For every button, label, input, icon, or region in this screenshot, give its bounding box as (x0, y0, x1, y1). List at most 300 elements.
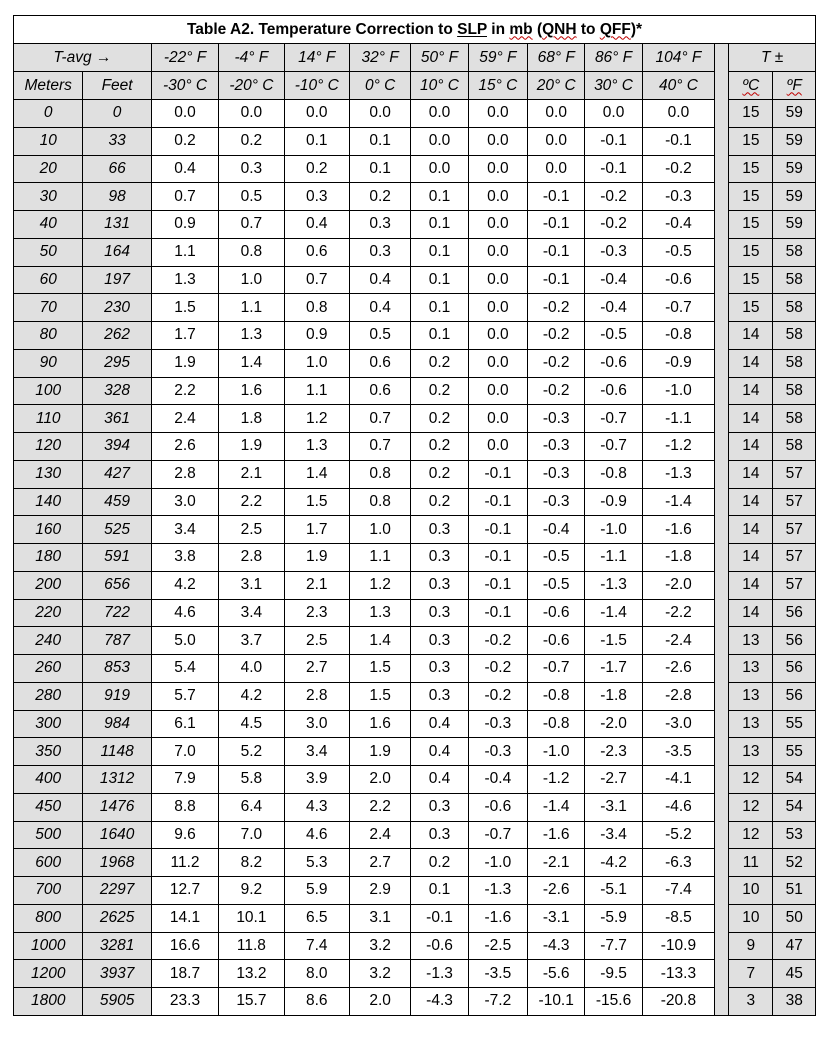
meters-cell: 120 (14, 433, 83, 461)
correction-cell: 0.1 (411, 238, 468, 266)
table-row (14, 155, 816, 183)
std-temp-f-cell: 58 (773, 266, 816, 294)
correction-cell: 0.3 (284, 183, 349, 211)
meters-cell: 10 (14, 127, 83, 155)
std-temp-f-cell: 58 (773, 349, 816, 377)
std-temp-c-cell: 14 (729, 516, 773, 544)
correction-cell: 14.1 (151, 904, 218, 932)
correction-cell: 6.1 (151, 710, 218, 738)
std-temp-f-cell: 54 (773, 793, 816, 821)
std-temp-c-cell: 12 (729, 766, 773, 794)
correction-cell: -0.8 (528, 682, 585, 710)
correction-cell: 0.3 (411, 544, 468, 572)
correction-cell: 1.0 (349, 516, 410, 544)
correction-cell: 0.0 (468, 377, 527, 405)
correction-cell: -1.0 (585, 516, 642, 544)
unit-f-header: ºF (773, 72, 816, 100)
table-row (14, 793, 816, 821)
correction-cell: -0.4 (468, 766, 527, 794)
correction-cell: -1.0 (468, 849, 527, 877)
std-temp-f-cell: 57 (773, 544, 816, 572)
correction-cell: 3.0 (151, 488, 218, 516)
correction-cell: 15.7 (219, 988, 284, 1016)
tavg-header: T-avg → (14, 44, 152, 72)
correction-cell: 1.0 (219, 266, 284, 294)
correction-cell: -0.7 (468, 821, 527, 849)
table-row (14, 877, 816, 905)
correction-cell: -0.5 (585, 322, 642, 350)
table-row (14, 988, 816, 1016)
std-temp-c-cell: 10 (729, 904, 773, 932)
meters-cell: 200 (14, 571, 83, 599)
correction-cell: 1.1 (284, 377, 349, 405)
table-row (14, 488, 816, 516)
std-temp-c-cell: 15 (729, 100, 773, 128)
feet-cell: 3281 (83, 932, 151, 960)
feet-cell: 591 (83, 544, 151, 572)
correction-cell: -0.1 (411, 904, 468, 932)
correction-cell: -1.0 (528, 738, 585, 766)
correction-cell: -0.3 (528, 460, 585, 488)
std-temp-c-cell: 3 (729, 988, 773, 1016)
meters-cell: 220 (14, 599, 83, 627)
correction-cell: 0.4 (411, 710, 468, 738)
correction-cell: 1.3 (219, 322, 284, 350)
feet-cell: 230 (83, 294, 151, 322)
correction-cell: -0.2 (528, 377, 585, 405)
meters-cell: 100 (14, 377, 83, 405)
correction-cell: 7.9 (151, 766, 218, 794)
feet-cell: 131 (83, 211, 151, 239)
correction-cell: 23.3 (151, 988, 218, 1016)
table-row (14, 294, 816, 322)
correction-cell: 0.0 (284, 100, 349, 128)
correction-cell: -2.7 (585, 766, 642, 794)
correction-cell: -3.0 (642, 710, 714, 738)
correction-cell: 0.4 (411, 766, 468, 794)
correction-cell: -0.8 (528, 710, 585, 738)
std-temp-c-cell: 14 (729, 405, 773, 433)
correction-cell: 2.3 (284, 599, 349, 627)
correction-cell: -9.5 (585, 960, 642, 988)
correction-cell: -1.5 (585, 627, 642, 655)
correction-cell: -0.8 (642, 322, 714, 350)
correction-cell: 0.3 (349, 211, 410, 239)
correction-cell: -0.5 (642, 238, 714, 266)
correction-cell: -0.3 (642, 183, 714, 211)
correction-cell: -0.5 (528, 571, 585, 599)
std-temp-c-cell: 14 (729, 349, 773, 377)
table-row (14, 516, 816, 544)
correction-cell: -0.7 (585, 433, 642, 461)
feet-cell: 328 (83, 377, 151, 405)
correction-cell: 8.2 (219, 849, 284, 877)
correction-cell: 1.9 (284, 544, 349, 572)
correction-cell: -3.1 (528, 904, 585, 932)
table-row (14, 599, 816, 627)
correction-cell: -4.6 (642, 793, 714, 821)
correction-cell: -2.8 (642, 682, 714, 710)
std-temp-c-cell: 14 (729, 571, 773, 599)
correction-cell: -2.0 (642, 571, 714, 599)
correction-cell: -2.6 (642, 655, 714, 683)
feet-cell: 656 (83, 571, 151, 599)
std-temp-f-cell: 57 (773, 571, 816, 599)
correction-cell: -1.3 (585, 571, 642, 599)
meters-cell: 260 (14, 655, 83, 683)
correction-cell: -5.1 (585, 877, 642, 905)
correction-cell: 2.8 (151, 460, 218, 488)
correction-cell: -0.9 (642, 349, 714, 377)
feet-cell: 394 (83, 433, 151, 461)
correction-cell: 0.1 (411, 877, 468, 905)
std-temp-f-cell: 45 (773, 960, 816, 988)
correction-cell: 1.2 (349, 571, 410, 599)
meters-cell: 400 (14, 766, 83, 794)
table-row (14, 655, 816, 683)
std-temp-c-cell: 14 (729, 377, 773, 405)
correction-cell: 0.2 (349, 183, 410, 211)
table-row (14, 682, 816, 710)
correction-cell: -1.6 (642, 516, 714, 544)
meters-cell: 280 (14, 682, 83, 710)
std-temp-c-cell: 14 (729, 599, 773, 627)
meters-cell: 1000 (14, 932, 83, 960)
correction-cell: -0.6 (468, 793, 527, 821)
correction-cell: -5.6 (528, 960, 585, 988)
correction-cell: -8.5 (642, 904, 714, 932)
correction-cell: 5.2 (219, 738, 284, 766)
correction-cell: 0.3 (411, 516, 468, 544)
correction-cell: -2.6 (528, 877, 585, 905)
correction-cell: 7.0 (151, 738, 218, 766)
correction-cell: 7.4 (284, 932, 349, 960)
correction-cell: 9.6 (151, 821, 218, 849)
temperature-correction-table (13, 15, 816, 1016)
correction-cell: 0.8 (349, 488, 410, 516)
correction-cell: -4.3 (528, 932, 585, 960)
table-row (14, 849, 816, 877)
meters-cell: 160 (14, 516, 83, 544)
correction-cell: 2.2 (349, 793, 410, 821)
table-row (14, 377, 816, 405)
std-temp-c-cell: 15 (729, 211, 773, 239)
correction-cell: -1.3 (411, 960, 468, 988)
std-temp-c-cell: 12 (729, 793, 773, 821)
correction-cell: 0.2 (151, 127, 218, 155)
correction-cell: -0.1 (528, 211, 585, 239)
correction-cell: 1.7 (151, 322, 218, 350)
correction-cell: 2.8 (284, 682, 349, 710)
table-row (14, 405, 816, 433)
correction-cell: 0.0 (528, 127, 585, 155)
meters-cell: 50 (14, 238, 83, 266)
correction-cell: 3.8 (151, 544, 218, 572)
correction-cell: -3.4 (585, 821, 642, 849)
std-temp-c-cell: 13 (729, 738, 773, 766)
correction-cell: 11.8 (219, 932, 284, 960)
correction-cell: 0.5 (349, 322, 410, 350)
correction-cell: -0.2 (468, 682, 527, 710)
correction-cell: 5.4 (151, 655, 218, 683)
feet-cell: 1476 (83, 793, 151, 821)
correction-cell: -0.4 (642, 211, 714, 239)
correction-cell: -0.1 (528, 266, 585, 294)
feet-cell: 525 (83, 516, 151, 544)
correction-cell: 0.2 (411, 433, 468, 461)
correction-cell: -0.7 (585, 405, 642, 433)
correction-cell: 2.5 (284, 627, 349, 655)
correction-cell: 1.2 (284, 405, 349, 433)
correction-cell: 4.2 (219, 682, 284, 710)
std-temp-f-cell: 38 (773, 988, 816, 1016)
table-row (14, 932, 816, 960)
correction-cell: 1.3 (284, 433, 349, 461)
meters-cell: 1200 (14, 960, 83, 988)
std-temp-f-cell: 58 (773, 377, 816, 405)
correction-cell: 0.0 (468, 127, 527, 155)
std-temp-c-cell: 15 (729, 127, 773, 155)
meters-cell: 700 (14, 877, 83, 905)
correction-cell: -1.2 (642, 433, 714, 461)
meters-cell: 140 (14, 488, 83, 516)
correction-cell: -2.0 (585, 710, 642, 738)
correction-cell: -0.9 (585, 488, 642, 516)
correction-cell: 0.4 (284, 211, 349, 239)
correction-cell: 0.0 (468, 155, 527, 183)
std-temp-f-cell: 58 (773, 433, 816, 461)
correction-cell: -0.4 (585, 294, 642, 322)
correction-cell: 0.0 (411, 100, 468, 128)
correction-cell: -0.1 (585, 155, 642, 183)
table-row (14, 349, 816, 377)
correction-cell: -0.2 (468, 627, 527, 655)
correction-cell: -0.2 (528, 322, 585, 350)
std-temp-f-cell: 54 (773, 766, 816, 794)
correction-cell: 0.2 (411, 405, 468, 433)
correction-cell: -1.6 (468, 904, 527, 932)
correction-cell: 0.2 (284, 155, 349, 183)
correction-cell: 0.3 (411, 599, 468, 627)
feet-cell: 361 (83, 405, 151, 433)
std-temp-c-cell: 13 (729, 655, 773, 683)
correction-cell: -4.3 (411, 988, 468, 1016)
correction-cell: 1.3 (349, 599, 410, 627)
correction-cell: 8.0 (284, 960, 349, 988)
temp-c-header: -20° C (219, 72, 284, 100)
correction-cell: -1.1 (585, 544, 642, 572)
feet-cell: 427 (83, 460, 151, 488)
correction-cell: -0.1 (585, 127, 642, 155)
table-row (14, 183, 816, 211)
correction-cell: -20.8 (642, 988, 714, 1016)
std-temp-c-cell: 13 (729, 627, 773, 655)
meters-cell: 90 (14, 349, 83, 377)
feet-cell: 197 (83, 266, 151, 294)
correction-cell: -0.1 (468, 488, 527, 516)
correction-cell: 0.8 (349, 460, 410, 488)
correction-cell: 13.2 (219, 960, 284, 988)
std-temp-f-cell: 55 (773, 738, 816, 766)
correction-cell: 1.4 (284, 460, 349, 488)
correction-cell: 0.9 (284, 322, 349, 350)
std-temp-c-cell: 11 (729, 849, 773, 877)
correction-cell: 0.7 (349, 433, 410, 461)
meters-cell: 80 (14, 322, 83, 350)
correction-cell: -0.1 (642, 127, 714, 155)
table-row (14, 571, 816, 599)
feet-cell: 2297 (83, 877, 151, 905)
temp-c-header: -30° C (151, 72, 218, 100)
correction-cell: 1.1 (219, 294, 284, 322)
correction-cell: -0.2 (528, 294, 585, 322)
correction-cell: 2.1 (284, 571, 349, 599)
correction-cell: 0.8 (219, 238, 284, 266)
std-temp-c-cell: 14 (729, 460, 773, 488)
feet-cell: 164 (83, 238, 151, 266)
meters-cell: 300 (14, 710, 83, 738)
t-plusminus-header: T ± (729, 44, 816, 72)
table-row (14, 710, 816, 738)
feet-cell: 459 (83, 488, 151, 516)
std-temp-c-cell: 15 (729, 183, 773, 211)
feet-cell: 1312 (83, 766, 151, 794)
correction-cell: 5.3 (284, 849, 349, 877)
meters-cell: 130 (14, 460, 83, 488)
correction-cell: -4.2 (585, 849, 642, 877)
std-temp-f-cell: 53 (773, 821, 816, 849)
correction-cell: 0.2 (411, 460, 468, 488)
correction-cell: 0.1 (284, 127, 349, 155)
correction-cell: -2.1 (528, 849, 585, 877)
correction-cell: 0.0 (468, 322, 527, 350)
correction-cell: -0.1 (468, 460, 527, 488)
correction-cell: -1.2 (528, 766, 585, 794)
correction-cell: -13.3 (642, 960, 714, 988)
meters-cell: 450 (14, 793, 83, 821)
correction-cell: -0.7 (528, 655, 585, 683)
correction-cell: 2.4 (349, 821, 410, 849)
correction-cell: 0.0 (468, 405, 527, 433)
table-row (14, 211, 816, 239)
correction-cell: 0.4 (349, 266, 410, 294)
table-row (14, 960, 816, 988)
std-temp-c-cell: 15 (729, 155, 773, 183)
correction-cell: 8.8 (151, 793, 218, 821)
correction-cell: -7.7 (585, 932, 642, 960)
correction-cell: -0.1 (528, 183, 585, 211)
correction-cell: 1.5 (349, 682, 410, 710)
table-row (14, 100, 816, 128)
correction-cell: 3.4 (219, 599, 284, 627)
correction-cell: 0.0 (411, 155, 468, 183)
feet-header: Feet (83, 72, 151, 100)
correction-cell: 2.5 (219, 516, 284, 544)
correction-cell: -3.5 (642, 738, 714, 766)
temp-f-header: -22° F (151, 44, 218, 72)
correction-cell: 0.6 (349, 349, 410, 377)
table-row (14, 238, 816, 266)
correction-cell: 0.1 (411, 294, 468, 322)
correction-cell: 2.0 (349, 988, 410, 1016)
correction-cell: 0.2 (411, 377, 468, 405)
correction-cell: 2.7 (349, 849, 410, 877)
correction-cell: 4.3 (284, 793, 349, 821)
temp-f-header: 32° F (349, 44, 410, 72)
feet-cell: 919 (83, 682, 151, 710)
correction-cell: 0.1 (349, 155, 410, 183)
feet-cell: 1968 (83, 849, 151, 877)
correction-cell: 0.4 (411, 738, 468, 766)
correction-cell: -2.2 (642, 599, 714, 627)
correction-cell: -1.6 (528, 821, 585, 849)
correction-cell: 6.5 (284, 904, 349, 932)
correction-cell: 0.3 (411, 571, 468, 599)
correction-cell: 0.0 (528, 155, 585, 183)
feet-cell: 984 (83, 710, 151, 738)
correction-cell: -0.2 (468, 655, 527, 683)
temp-f-header: 86° F (585, 44, 642, 72)
std-temp-f-cell: 55 (773, 710, 816, 738)
correction-cell: -0.1 (528, 238, 585, 266)
correction-cell: 0.2 (411, 849, 468, 877)
correction-cell: 2.7 (284, 655, 349, 683)
correction-cell: -0.2 (642, 155, 714, 183)
correction-cell: 7.0 (219, 821, 284, 849)
meters-cell: 110 (14, 405, 83, 433)
std-temp-c-cell: 14 (729, 544, 773, 572)
correction-cell: 1.3 (151, 266, 218, 294)
std-temp-f-cell: 56 (773, 627, 816, 655)
meters-header: Meters (14, 72, 83, 100)
temp-c-header: 40° C (642, 72, 714, 100)
correction-cell: -0.6 (585, 349, 642, 377)
correction-cell: 2.1 (219, 460, 284, 488)
correction-cell: -1.0 (642, 377, 714, 405)
correction-cell: 1.4 (219, 349, 284, 377)
std-temp-c-cell: 14 (729, 488, 773, 516)
correction-cell: 2.6 (151, 433, 218, 461)
std-temp-c-cell: 14 (729, 433, 773, 461)
correction-cell: -0.1 (468, 544, 527, 572)
meters-cell: 20 (14, 155, 83, 183)
std-temp-f-cell: 56 (773, 655, 816, 683)
std-temp-f-cell: 51 (773, 877, 816, 905)
temp-c-header: 15° C (468, 72, 527, 100)
correction-cell: 0.3 (411, 655, 468, 683)
correction-cell: 0.3 (411, 627, 468, 655)
correction-cell: -0.3 (468, 738, 527, 766)
correction-cell: -7.4 (642, 877, 714, 905)
correction-cell: 0.2 (411, 488, 468, 516)
correction-cell: 1.9 (349, 738, 410, 766)
correction-cell: 3.2 (349, 960, 410, 988)
correction-cell: 1.5 (284, 488, 349, 516)
correction-cell: -2.3 (585, 738, 642, 766)
unit-c-header: ºC (729, 72, 773, 100)
correction-cell: 3.7 (219, 627, 284, 655)
std-temp-f-cell: 57 (773, 516, 816, 544)
std-temp-f-cell: 59 (773, 127, 816, 155)
correction-cell: 0.6 (284, 238, 349, 266)
correction-cell: 4.6 (151, 599, 218, 627)
table-row (14, 904, 816, 932)
correction-cell: 1.4 (349, 627, 410, 655)
correction-cell: 3.4 (284, 738, 349, 766)
correction-cell: -0.5 (528, 544, 585, 572)
correction-cell: -0.1 (468, 599, 527, 627)
feet-cell: 66 (83, 155, 151, 183)
